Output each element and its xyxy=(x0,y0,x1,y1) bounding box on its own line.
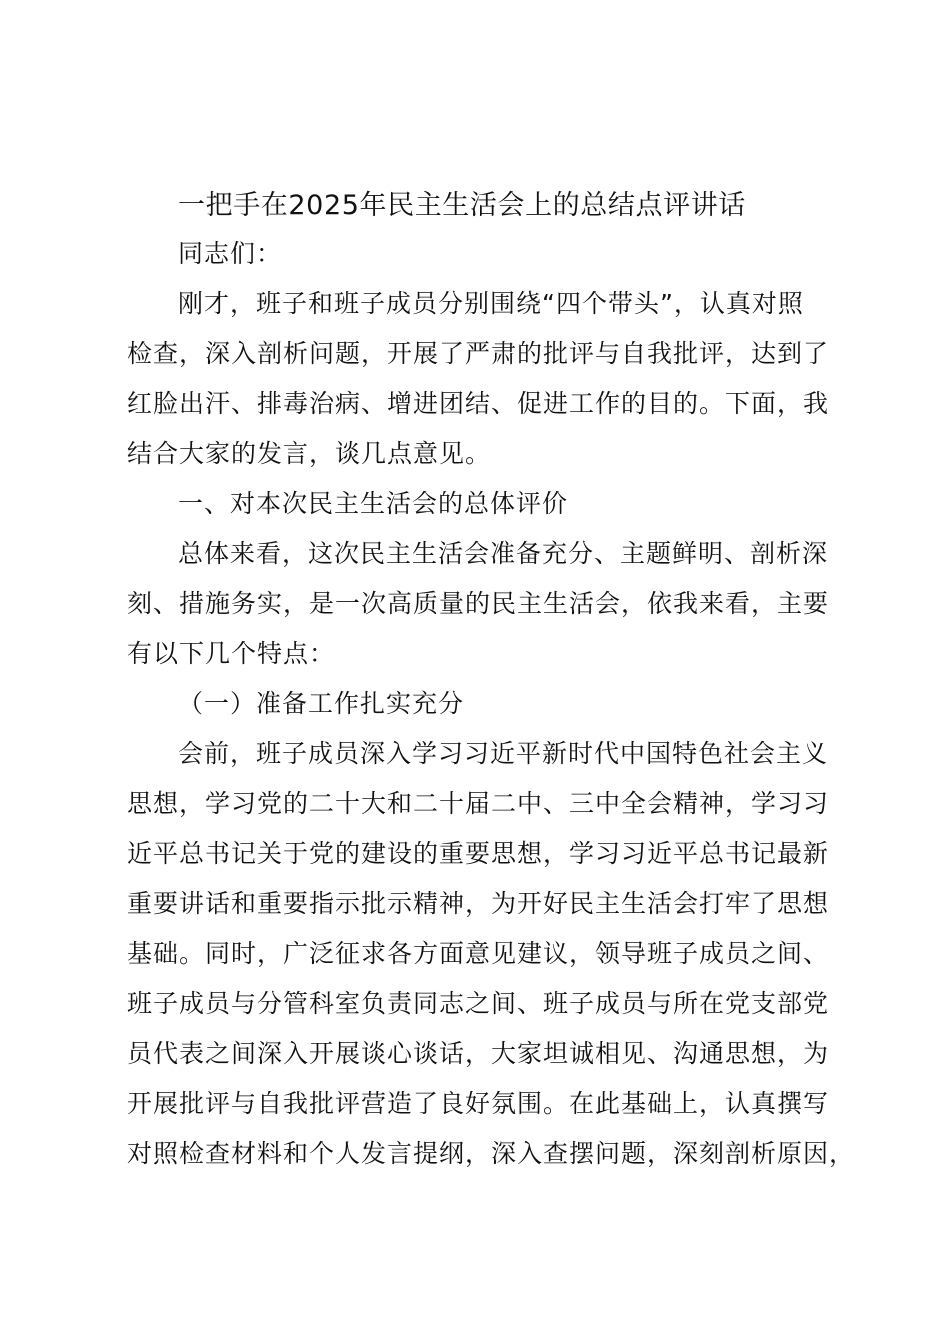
paragraph-line: 刻、措施务实，是一次高质量的民主生活会，依我来看，主要 xyxy=(127,589,830,618)
paragraph-line: 刚才，班子和班子成员分别围绕“四个带头”，认真对照 xyxy=(178,289,804,318)
paragraph-line: 班子成员与分管科室负责同志之间、班子成员与所在党支部党 xyxy=(127,989,830,1018)
subsection-heading: （一）准备工作扎实充分 xyxy=(178,689,465,718)
document-title: 一把手在2025年民主生活会上的总结点评讲话 xyxy=(178,190,746,221)
paragraph-line: 重要讲话和重要指示批示精神，为开好民主生活会打牢了思想 xyxy=(127,889,830,918)
paragraph-line: 对照检查材料和个人发言提纲，深入查摆问题，深刻剖析原因， xyxy=(127,1139,856,1168)
paragraph-line: 总体来看，这次民主生活会准备充分、主题鲜明、剖析深 xyxy=(178,539,829,568)
paragraph-line: 结合大家的发言，谈几点意见。 xyxy=(127,439,492,468)
paragraph-line: 基础。同时，广泛征求各方面意见建议，领导班子成员之间、 xyxy=(127,939,830,968)
paragraph-line: 有以下几个特点： xyxy=(127,639,336,668)
paragraph-line: 开展批评与自我批评营造了良好氛围。在此基础上，认真撰写 xyxy=(127,1089,830,1118)
paragraph-line: 红脸出汗、排毒治病、增进团结、促进工作的目的。下面，我 xyxy=(127,389,830,418)
paragraph-line: 检查，深入剖析问题，开展了严肃的批评与自我批评，达到了 xyxy=(127,339,830,368)
paragraph-line: 近平总书记关于党的建设的重要思想，学习习近平总书记最新 xyxy=(127,839,830,868)
paragraph-line: 会前，班子成员深入学习习近平新时代中国特色社会主义 xyxy=(178,739,829,768)
paragraph-line: 思想，学习党的二十大和二十届二中、三中全会精神，学习习 xyxy=(127,789,830,818)
section-heading: 一、对本次民主生活会的总体评价 xyxy=(178,489,569,518)
paragraph-line: 员代表之间深入开展谈心谈话，大家坦诚相见、沟通思想，为 xyxy=(127,1039,830,1068)
salutation: 同志们： xyxy=(178,239,283,268)
